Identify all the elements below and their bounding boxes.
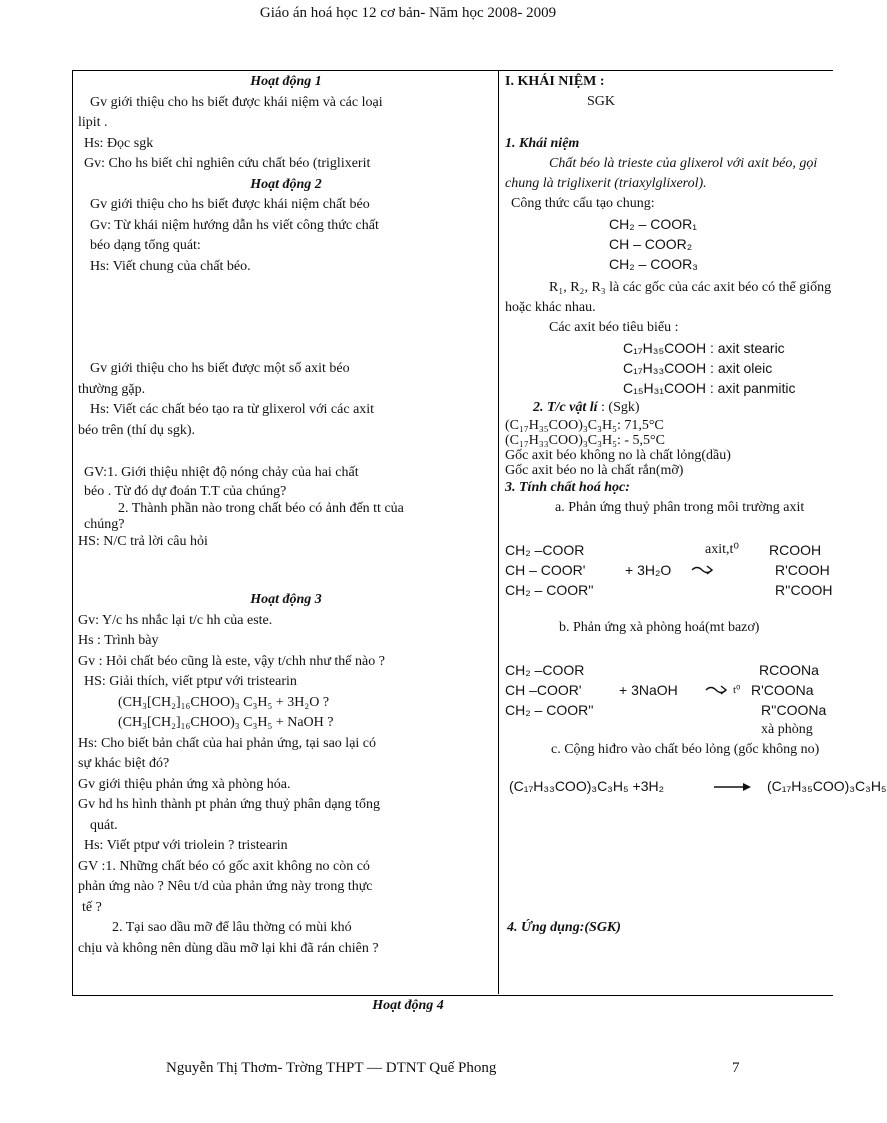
- activity-4-heading: Hoạt động 4: [372, 998, 444, 1013]
- reaction-arrow-icon: [713, 778, 753, 798]
- text-line: hoặc khác nhau.: [505, 300, 596, 315]
- text-line: Gv giới thiệu cho hs biết được khái niệm chất béo: [90, 197, 370, 212]
- formula-line: CH₂ – COOR₃: [609, 256, 698, 272]
- equation-term: + 3H₂O: [625, 562, 672, 578]
- text-line: R₁, R₂, R₃ là các gốc của các axit béo có thể giống: [549, 280, 832, 295]
- text-line: Các axit béo tiêu biểu :: [549, 320, 679, 335]
- page-number: 7: [732, 1060, 740, 1076]
- text-line: Gốc axit béo no là chất rắn(mỡ): [505, 463, 684, 478]
- text-line: Hs: Viết ptpư với triolein ? tristearin: [84, 838, 288, 853]
- text-line: phản ứng nào ? Nêu t/d của phản ứng này trong thực: [78, 879, 373, 894]
- text-line: GV:1. Giới thiệu nhiệt độ nóng chảy của hai chất: [84, 465, 359, 480]
- activity-2-heading: Hoạt động 2: [250, 176, 322, 192]
- text-line: quát.: [90, 817, 118, 833]
- subsection-physical-heading: 2. T/c vật lí: [533, 400, 598, 415]
- equation-term: CH₂ – COOR'': [505, 582, 594, 598]
- formula-line: C₁₇H₃₃COOH : axit oleic: [623, 360, 773, 376]
- equation-term: (C₁₇H₃₅COO)₃C₃H₅: [767, 778, 887, 794]
- text-line: béo . Từ đó dự đoán T.T của chúng?: [84, 483, 287, 499]
- equation-term: RCOOH: [769, 542, 822, 558]
- text-line: thường gặp.: [78, 381, 146, 397]
- text-line: a. Phản ứng thuỷ phân trong môi trường axit: [555, 500, 805, 515]
- equation-condition: t⁰: [733, 684, 741, 696]
- equation-term: CH₂ – COOR'': [505, 702, 594, 718]
- formula-line: (CH₃[CH₂]₁₆CHOO)₃ C₃H₅ + 3H₂O ?: [118, 694, 330, 710]
- text-line: Gv: Từ khái niệm hướng dẫn hs viết công thức chất: [90, 217, 379, 233]
- text-line: : (Sgk): [597, 400, 640, 415]
- formula-line: (CH₃[CH₂]₁₆CHOO)₃ C₃H₅ + NaOH ?: [118, 715, 334, 730]
- text-line: sự khác biệt đó?: [78, 756, 170, 771]
- equation-term: R'COOH: [775, 562, 830, 578]
- text-line: Chất béo là trieste của glixerol với axit béo, gọi: [549, 156, 818, 171]
- text-line: 2. Thành phần nào trong chất béo có ảnh đến tt của: [118, 500, 404, 516]
- page-header-title: Giáo án hoá học 12 cơ bản- Năm học 2008- 2009: [259, 5, 557, 21]
- text-line: chúng?: [84, 516, 125, 532]
- footer-author: Nguyễn Thị Thơm- Trờng THPT — DTNT Quế Phong: [166, 1060, 497, 1076]
- section-1-heading: I. KHÁI NIỆM :: [505, 74, 605, 89]
- text-line: Gv giới thiệu cho hs biết được khái niệm và các loại: [90, 94, 383, 110]
- text-line: Hs: Viết chung của chất béo.: [90, 258, 251, 274]
- equation-term: + 3NaOH: [619, 682, 678, 698]
- subsection-chemical-heading: 3. Tính chất hoá học:: [505, 480, 630, 495]
- text-line: Hs : Trình bày: [78, 633, 159, 648]
- subsection-concept-heading: 1. Khái niệm: [505, 136, 580, 151]
- formula-line: C₁₅H₃₁COOH : axit panmitic: [623, 380, 796, 396]
- text-line: tế ?: [82, 899, 102, 915]
- text-line: 2. Tại sao dầu mỡ để lâu thờng có mùi khó: [112, 920, 352, 935]
- reaction-arrow-icon: [691, 562, 713, 582]
- text-line: Gv giới thiệu cho hs biết được một số axit béo: [90, 361, 350, 376]
- activity-3-heading: Hoạt động 3: [250, 592, 322, 607]
- text-line: béo trên (thí dụ sgk).: [78, 422, 196, 438]
- text-line: GV :1. Những chất béo có gốc axit không no còn có: [78, 858, 370, 874]
- equation-term: CH –COOR': [505, 682, 582, 698]
- teacher-student-column: [78, 72, 494, 959]
- equation-term: R''COOH: [775, 582, 833, 598]
- text-line: c. Cộng hiđro vào chất béo lỏng (gốc không no): [551, 742, 820, 757]
- text-line: b. Phản ứng xà phòng hoá(mt bazơ): [559, 620, 760, 635]
- text-line: HS: Giải thích, viết ptpư với tristearin: [84, 674, 297, 689]
- equation-term: RCOONa: [759, 662, 819, 678]
- activity-1-heading: Hoạt động 1: [250, 74, 322, 89]
- formula-line: CH – COOR₂: [609, 236, 693, 252]
- text-line: Gv: Cho hs biết chỉ nghiên cứu chất béo (triglixerit: [84, 156, 371, 171]
- text-line: Gv giới thiệu phản ứng xà phòng hóa.: [78, 776, 291, 792]
- equation-term: CH – COOR': [505, 562, 586, 578]
- content-column: [505, 72, 887, 992]
- text-line: Công thức cấu tạo chung:: [511, 196, 655, 211]
- text-line: (C₁₇H₃₅COO)₃C₃H₅: 71,5°C: [505, 418, 664, 433]
- equation-term: (C₁₇H₃₃COO)₃C₃H₅ +3H₂: [509, 778, 665, 794]
- text-line: Hs: Đọc sgk: [84, 135, 154, 151]
- text-line: Gv : Hỏi chất béo cũng là este, vậy t/chh như thế nào ?: [78, 653, 385, 669]
- text-line: SGK: [587, 94, 616, 109]
- text-line: Gv: Y/c hs nhắc lại t/c hh của este.: [78, 612, 273, 628]
- text-line: HS: N/C trả lời câu hỏi: [78, 533, 208, 549]
- text-line: Gv hd hs hình thành pt phản ứng thuỷ phân dạng tổng: [78, 797, 380, 812]
- text-line: Hs: Viết các chất béo tạo ra từ glixerol với các axit: [90, 402, 375, 417]
- text-line: Hs: Cho biết bản chất của hai phản ứng, tại sao lại có: [78, 735, 377, 751]
- text-line: chung là triglixerit (triaxylglixerol).: [505, 176, 707, 191]
- equation-term: R'COONa: [751, 682, 814, 698]
- equation-condition: axit,t⁰: [705, 542, 739, 557]
- column-divider: [498, 70, 499, 994]
- text-line: lipit .: [78, 115, 108, 130]
- equation-term: CH₂ –COOR: [505, 662, 585, 678]
- formula-line: CH₂ – COOR₁: [609, 216, 697, 232]
- text-line: chịu và không nên dùng dầu mỡ lại khi đã rán chiên ?: [78, 940, 379, 956]
- text-line: Gốc axit béo không no là chất lỏng(dầu): [505, 448, 731, 463]
- reaction-arrow-icon: [705, 682, 727, 702]
- equation-term: CH₂ –COOR: [505, 542, 585, 558]
- equation-term: R''COONa: [761, 702, 827, 718]
- subsection-application-heading: 4. Ứng dụng:(SGK): [507, 920, 621, 935]
- equation-term: xà phòng: [761, 722, 813, 737]
- text-line: (C₁₇H₃₃COO)₃C₃H₅: - 5,5°C: [505, 433, 665, 448]
- formula-line: C₁₇H₃₅COOH : axit stearic: [623, 340, 785, 356]
- text-line: béo dạng tổng quát:: [90, 238, 201, 253]
